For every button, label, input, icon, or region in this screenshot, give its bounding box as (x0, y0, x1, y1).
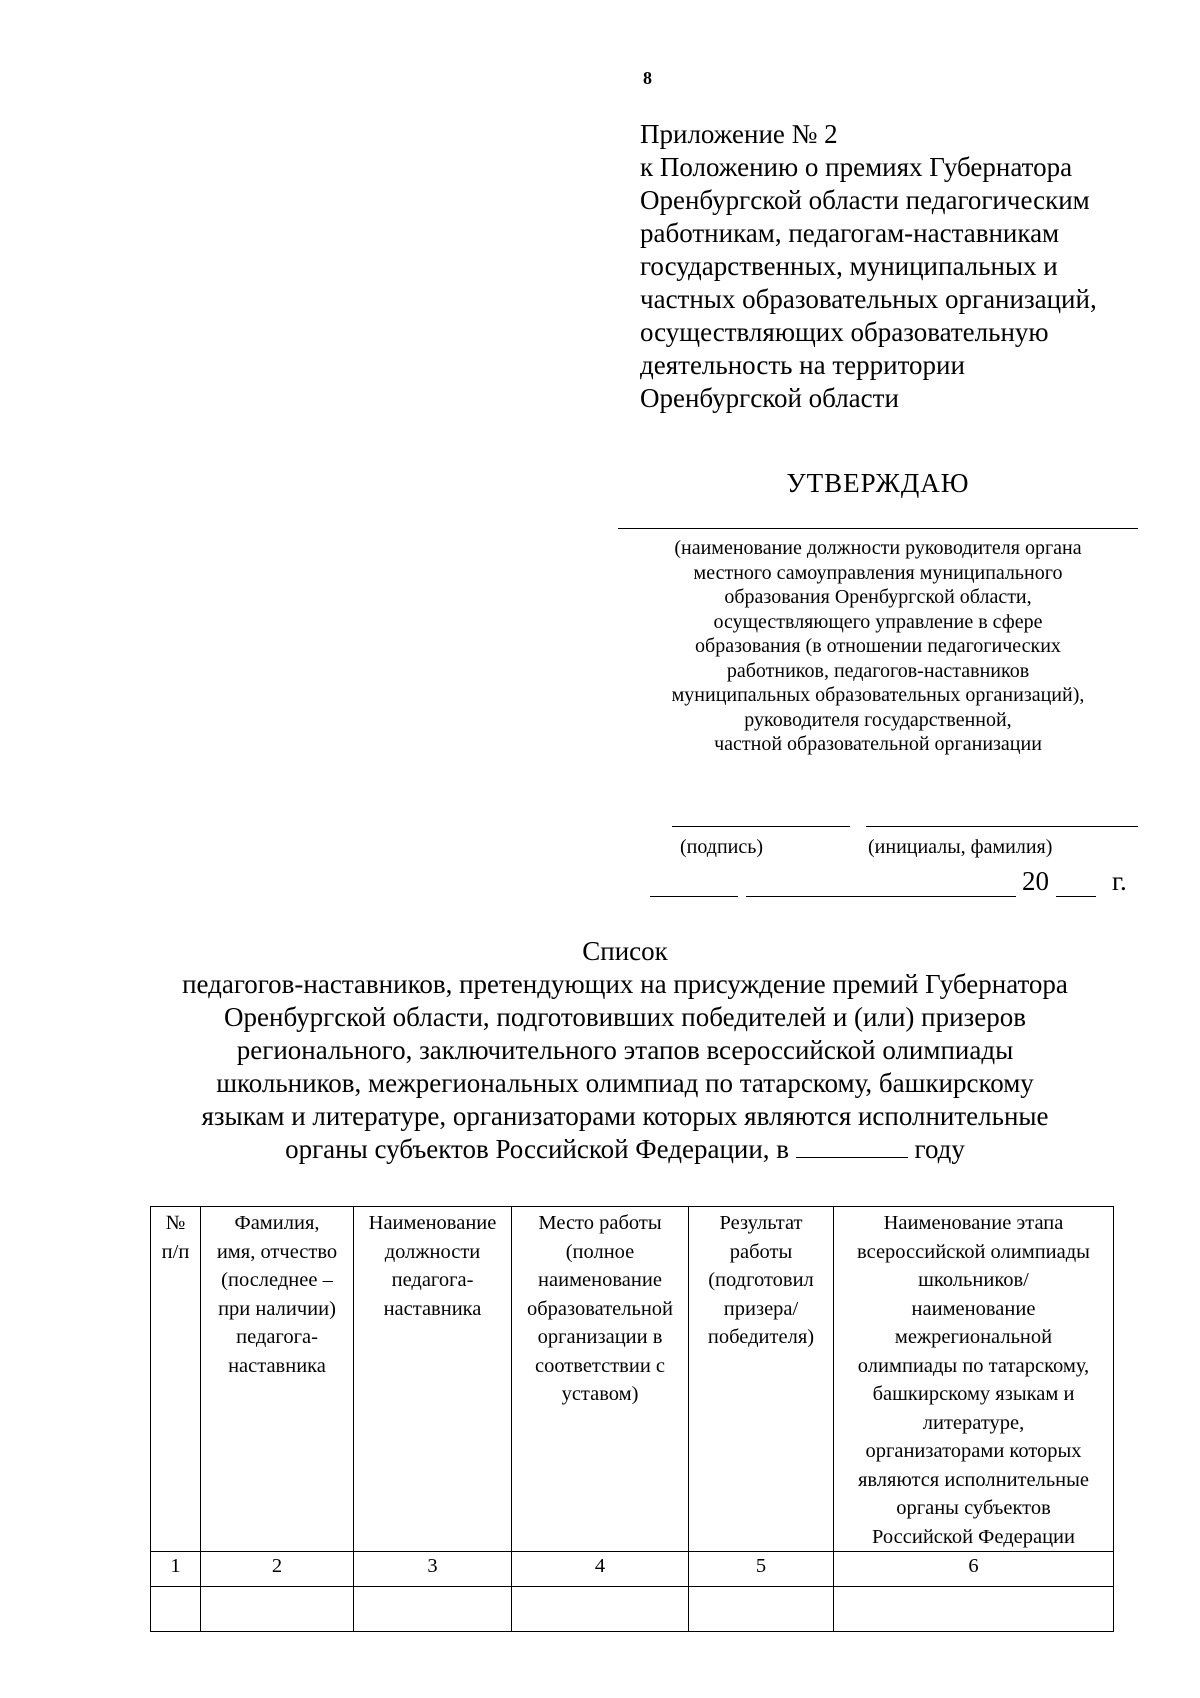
approval-heading: УТВЕРЖДАЮ (786, 468, 970, 498)
empty-cell (512, 1587, 689, 1632)
empty-cell (834, 1587, 1114, 1632)
header-cell-olympiad-stage: Наименование этапа всероссийской олимпиады школьников/ наименование межрегиональной олимпиады по татарскому, башкирскому языкам и литературе, организаторами которых являются исполнительные органы субъектов Российской Федерации (834, 1207, 1114, 1552)
caption-line: местного самоуправления муниципального (693, 561, 1063, 584)
appendix-reference (640, 118, 1160, 415)
empty-cell (689, 1587, 834, 1632)
appendix-line: Приложение № 2 (640, 119, 838, 149)
description-last-line (140, 1133, 1110, 1166)
empty-cell (201, 1587, 354, 1632)
empty-cell (354, 1587, 512, 1632)
table-header-row (151, 1207, 1114, 1552)
description-line: языкам и литературе, организаторами которых являются исполнительные (201, 1101, 1049, 1131)
description-line-end: году (914, 1134, 965, 1164)
caption-line: частной образовательной организации (714, 733, 1042, 755)
date-day-blank (650, 896, 738, 897)
caption-line: образования Оренбургской области, (724, 586, 1032, 608)
appendix-line: деятельность на территории (640, 350, 965, 380)
nominees-table (150, 1206, 1114, 1632)
column-number-cell: 4 (512, 1552, 689, 1587)
table-row (151, 1587, 1114, 1632)
approval-position-blank-line (618, 528, 1138, 529)
caption-line: муниципальных образовательных организаций), (671, 684, 1085, 706)
appendix-line: к Положению о премиях Губернатора (640, 152, 1073, 182)
description-line-start: органы субъектов Российской Федерации, в (285, 1134, 790, 1164)
caption-line: образования (в отношении педагогических (695, 635, 1061, 657)
appendix-line: Оренбургской области педагогическим (640, 185, 1090, 215)
empty-cell (151, 1587, 201, 1632)
header-cell-number: № п/п (151, 1207, 201, 1552)
column-number-cell: 5 (689, 1552, 834, 1587)
signature-caption: (подпись) (680, 836, 764, 858)
header-cell-result: Результат работы (подготовил призера/ победителя) (689, 1207, 834, 1552)
caption-line: работников, педагогов-наставников (726, 659, 1030, 682)
list-description (140, 968, 1110, 1166)
page-number: 8 (643, 68, 652, 88)
date-year-suffix: г. (1112, 866, 1127, 896)
description-line: Оренбургской области, подготовивших победителей и (или) призеров (224, 1002, 1026, 1032)
signature-blank-line (672, 826, 850, 827)
column-number-cell: 1 (151, 1552, 201, 1587)
header-cell-full-name: Фамилия, имя, отчество (последнее – при наличии) педагога- наставника (201, 1207, 354, 1552)
column-number-row (151, 1552, 1114, 1587)
list-title: Список (582, 936, 668, 966)
header-cell-workplace: Место работы (полное наименование образовательной организации в соответствии с уставом) (512, 1207, 689, 1552)
header-cell-position: Наименование должности педагога- наставника (354, 1207, 512, 1552)
date-year-blank (1056, 896, 1096, 897)
name-caption: (инициалы, фамилия) (868, 836, 1053, 858)
year-blank (796, 1135, 908, 1158)
name-blank-line (866, 826, 1138, 827)
description-line: школьников, межрегиональных олимпиад по татарскому, башкирскому (216, 1068, 1034, 1098)
date-year-prefix: 20 (1022, 866, 1049, 896)
caption-line: осуществляющего управление в сфере (713, 610, 1043, 633)
approval-position-caption (618, 536, 1138, 757)
column-number-cell: 2 (201, 1552, 354, 1587)
date-month-blank (746, 896, 1016, 897)
description-line: регионального, заключительного этапов всероссийской олимпиады (236, 1035, 1014, 1065)
appendix-line: Оренбургской области (640, 383, 899, 413)
caption-line: (наименование должности руководителя органа (674, 537, 1082, 559)
appendix-line: частных образовательных организаций, (640, 284, 1097, 314)
appendix-line: осуществляющих образовательную (640, 317, 1049, 347)
description-line: педагогов-наставников, претендующих на присуждение премий Губернатора (182, 969, 1068, 999)
appendix-line: работникам, педагогам-наставникам (640, 218, 1060, 248)
appendix-line: государственных, муниципальных и (640, 251, 1058, 281)
caption-line: руководителя государственной, (744, 708, 1012, 731)
column-number-cell: 6 (834, 1552, 1114, 1587)
column-number-cell: 3 (354, 1552, 512, 1587)
